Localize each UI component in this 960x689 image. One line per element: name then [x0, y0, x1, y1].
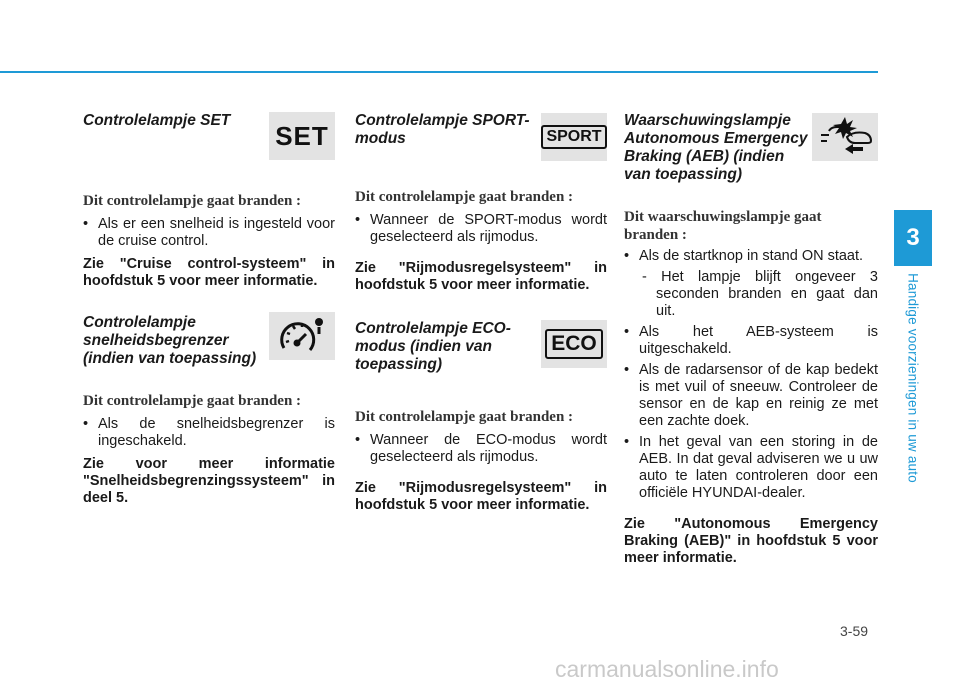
set-indicator-icon: [269, 112, 335, 160]
column-2: [355, 110, 607, 514]
set-subhead: Dit controlelampje gaat branden :: [83, 193, 302, 209]
aeb-bullet-start: • Als de startknop in stand ON staat.: [624, 248, 878, 265]
chapter-tab: [894, 210, 932, 266]
set-bullet: • Als er een snelheid is ingesteld voor de cruise control.: [83, 216, 335, 250]
limiter-bullet: • Als de snelheidsbegrenzer is ingeschakeld.: [83, 416, 335, 450]
speed-limiter-icon: [269, 312, 335, 360]
aeb-dash-note: - Het lampje blijft ongeveer 3 seconden branden en gaat dan uit.: [642, 269, 878, 319]
aeb-warning-icon: [812, 113, 878, 161]
eco-icon-label: ECO: [545, 329, 603, 359]
aeb-heading: Waarschuwingslampje Autonomous Emergency Braking (AEB) (indien van toepassing): [624, 112, 808, 183]
aeb-bullet-malfunction: • In het geval van een storing in de AEB. In dat geval adviseren we u uw auto te laten controleren door een officiële HYUNDAI-dealer.: [624, 434, 878, 502]
set-icon-label: SET: [275, 120, 329, 151]
sport-subhead: Dit controlelampje gaat branden :: [355, 189, 574, 205]
sport-mode-icon: [541, 113, 607, 161]
sport-bullet: • Wanneer de SPORT-modus wordt geselecteerd als rijmodus.: [355, 212, 607, 246]
limiter-reference: Zie voor meer informatie "Snelheidsbegrenzingssysteem" in deel 5.: [83, 456, 335, 506]
sport-icon-label: SPORT: [541, 125, 606, 149]
chapter-number: 3: [906, 224, 920, 251]
section-aeb-warning: [624, 110, 878, 184]
set-bullet-list: [83, 216, 335, 250]
eco-bullet: • Wanneer de ECO-modus wordt geselecteerd als rijmodus.: [355, 432, 607, 466]
speedometer-icon: [274, 314, 330, 358]
sport-reference: Zie "Rijmodusregelsysteem" in hoofdstuk 5 voor meer informatie.: [355, 260, 607, 293]
column-1: [83, 110, 335, 507]
chapter-title-text: Handige voorzieningen in uw auto: [905, 273, 921, 483]
section-set-indicator: [83, 110, 335, 166]
set-heading: Controlelampje SET: [83, 112, 231, 129]
eco-bullet-list: [355, 432, 607, 466]
eco-mode-icon: [541, 320, 607, 368]
aeb-subhead: Dit waarschuwingslampje gaat branden :: [624, 209, 822, 243]
aeb-bullet-list-1: [624, 248, 878, 265]
aeb-bullet-sensor: • Als de radarsensor of de kap bedekt is met vuil of sneeuw. Controleer de sensor en de kap en reinig ze met een zachte doek.: [624, 362, 878, 430]
sport-heading: Controlelampje SPORT-modus: [355, 112, 530, 147]
section-eco-mode: [355, 320, 607, 384]
section-speed-limiter: [83, 314, 335, 370]
limiter-subhead: Dit controlelampje gaat branden :: [83, 393, 302, 409]
aeb-bullet-list-2: [624, 324, 878, 502]
section-sport-mode: [355, 110, 607, 170]
collision-warning-icon: [815, 115, 875, 159]
limiter-bullet-list: [83, 416, 335, 450]
page-number: 3-59: [840, 623, 869, 639]
column-3: [624, 110, 878, 567]
eco-heading: Controlelampje ECO-modus (indien van toepassing): [355, 320, 511, 373]
sport-bullet-list: [355, 212, 607, 246]
eco-subhead: Dit controlelampje gaat branden :: [355, 409, 574, 425]
header-rule: [0, 71, 878, 73]
aeb-bullet-disabled: • Als het AEB-systeem is uitgeschakeld.: [624, 324, 878, 358]
set-reference: Zie "Cruise control-systeem" in hoofdstuk 5 voor meer informatie.: [83, 256, 335, 289]
eco-reference: Zie "Rijmodusregelsysteem" in hoofdstuk 5 voor meer informatie.: [355, 480, 607, 513]
watermark: carmanualsonline.info: [555, 656, 779, 682]
aeb-reference: Zie "Autonomous Emergency Braking (AEB)" in hoofdstuk 5 voor meer informatie.: [624, 516, 878, 566]
limiter-heading: Controlelampje snelheidsbegrenzer (indien van toepassing): [83, 314, 257, 367]
